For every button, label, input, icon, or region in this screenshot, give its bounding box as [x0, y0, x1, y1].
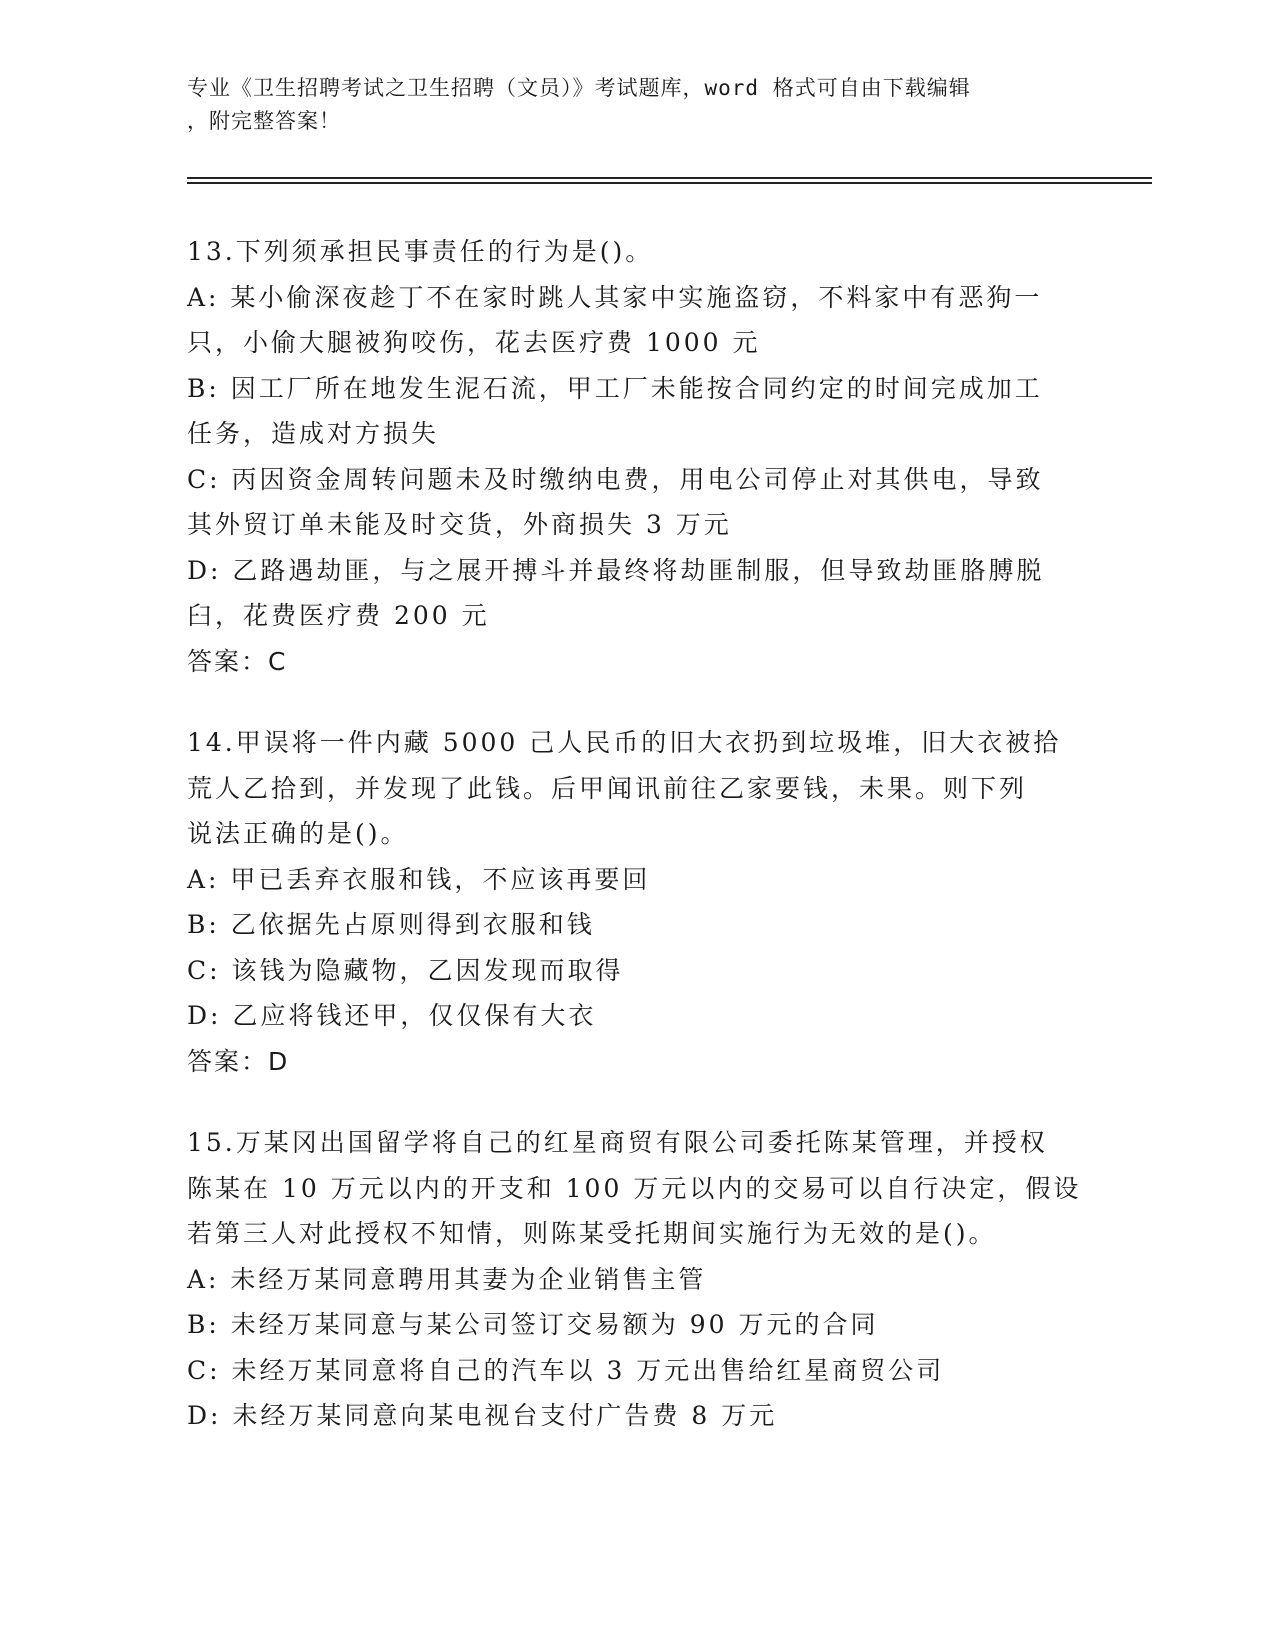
- header-line-2: ，附完整答案！: [187, 109, 341, 133]
- option-b: [187, 366, 1087, 457]
- question-stem: [187, 720, 1087, 857]
- header-divider-bottom: [187, 182, 1152, 184]
- option-line: 任务，造成对方损失: [187, 419, 440, 448]
- option-d: D: 未经万某同意向某电视台支付广告费 8 万元: [187, 1401, 778, 1430]
- question-15: [187, 1120, 1087, 1439]
- question-13: [187, 229, 1087, 684]
- question-stem: 13.下列须承担民事责任的行为是()。: [187, 237, 654, 266]
- answer-label: 答案：D: [187, 1046, 290, 1076]
- option-a: A: 甲已丢弃衣服和钱，不应该再要回: [187, 864, 651, 894]
- header-divider-top: [187, 177, 1152, 179]
- stem-line: 荒人乙拾到，并发现了此钱。后甲闻讯前往乙家要钱，未果。则下列: [187, 773, 1028, 803]
- option-line: 其外贸订单未能及时交货，外商损失 3 万元: [187, 510, 732, 539]
- stem-line: 若第三人对此授权不知情，则陈某受托期间实施行为无效的是()。: [187, 1219, 997, 1248]
- option-line: A: 某小偷深夜趁丁不在家时跳人其家中实施盗窃，不料家中有恶狗一: [187, 282, 1043, 312]
- stem-line: 陈某在 10 万元以内的开支和 100 万元以内的交易可以自行决定，假设: [187, 1173, 1082, 1203]
- option-line: B: 因工厂所在地发生泥石流，甲工厂未能按合同约定的时间完成加工: [187, 373, 1043, 403]
- document-header: [187, 72, 1067, 138]
- option-b: B: 乙依据先占原则得到衣服和钱: [187, 910, 595, 939]
- answer-label: 答案：C: [187, 646, 288, 676]
- option-line: C: 丙因资金周转问题未及时缴纳电费，用电公司停止对其供电，导致: [187, 464, 1044, 494]
- stem-line: 说法正确的是()。: [187, 819, 409, 848]
- option-c: C: 未经万某同意将自己的汽车以 3 万元出售给红星商贸公司: [187, 1355, 945, 1385]
- option-line: 只，小偷大腿被狗咬伤，花去医疗费 1000 元: [187, 328, 761, 357]
- option-c: [187, 457, 1087, 548]
- question-list: [187, 229, 1087, 1475]
- option-b: B: 未经万某同意与某公司签订交易额为 90 万元的合同: [187, 1310, 879, 1339]
- stem-line: 14.甲误将一件内藏 5000 己人民币的旧大衣扔到垃圾堆，旧大衣被拾: [187, 728, 1062, 757]
- question-14: [187, 720, 1087, 1084]
- question-stem: [187, 1120, 1087, 1257]
- option-a: A: 未经万某同意聘用其妻为企业销售主管: [187, 1264, 707, 1294]
- option-a: [187, 275, 1087, 366]
- option-d: D: 乙应将钱还甲，仅仅保有大衣: [187, 1001, 597, 1030]
- option-line: 臼，花费医疗费 200 元: [187, 601, 490, 630]
- option-d: [187, 548, 1087, 639]
- option-line: D: 乙路遇劫匪，与之展开搏斗并最终将劫匪制服，但导致劫匪胳膊脱: [187, 555, 1045, 585]
- stem-line: 15.万某冈出国留学将自己的红星商贸有限公司委托陈某管理，并授权: [187, 1128, 1048, 1157]
- header-line-1: 专业《卫生招聘考试之卫生招聘（文员）》考试题库，word 格式可自由下载编辑: [187, 76, 971, 100]
- option-c: C: 该钱为隐藏物，乙因发现而取得: [187, 955, 624, 985]
